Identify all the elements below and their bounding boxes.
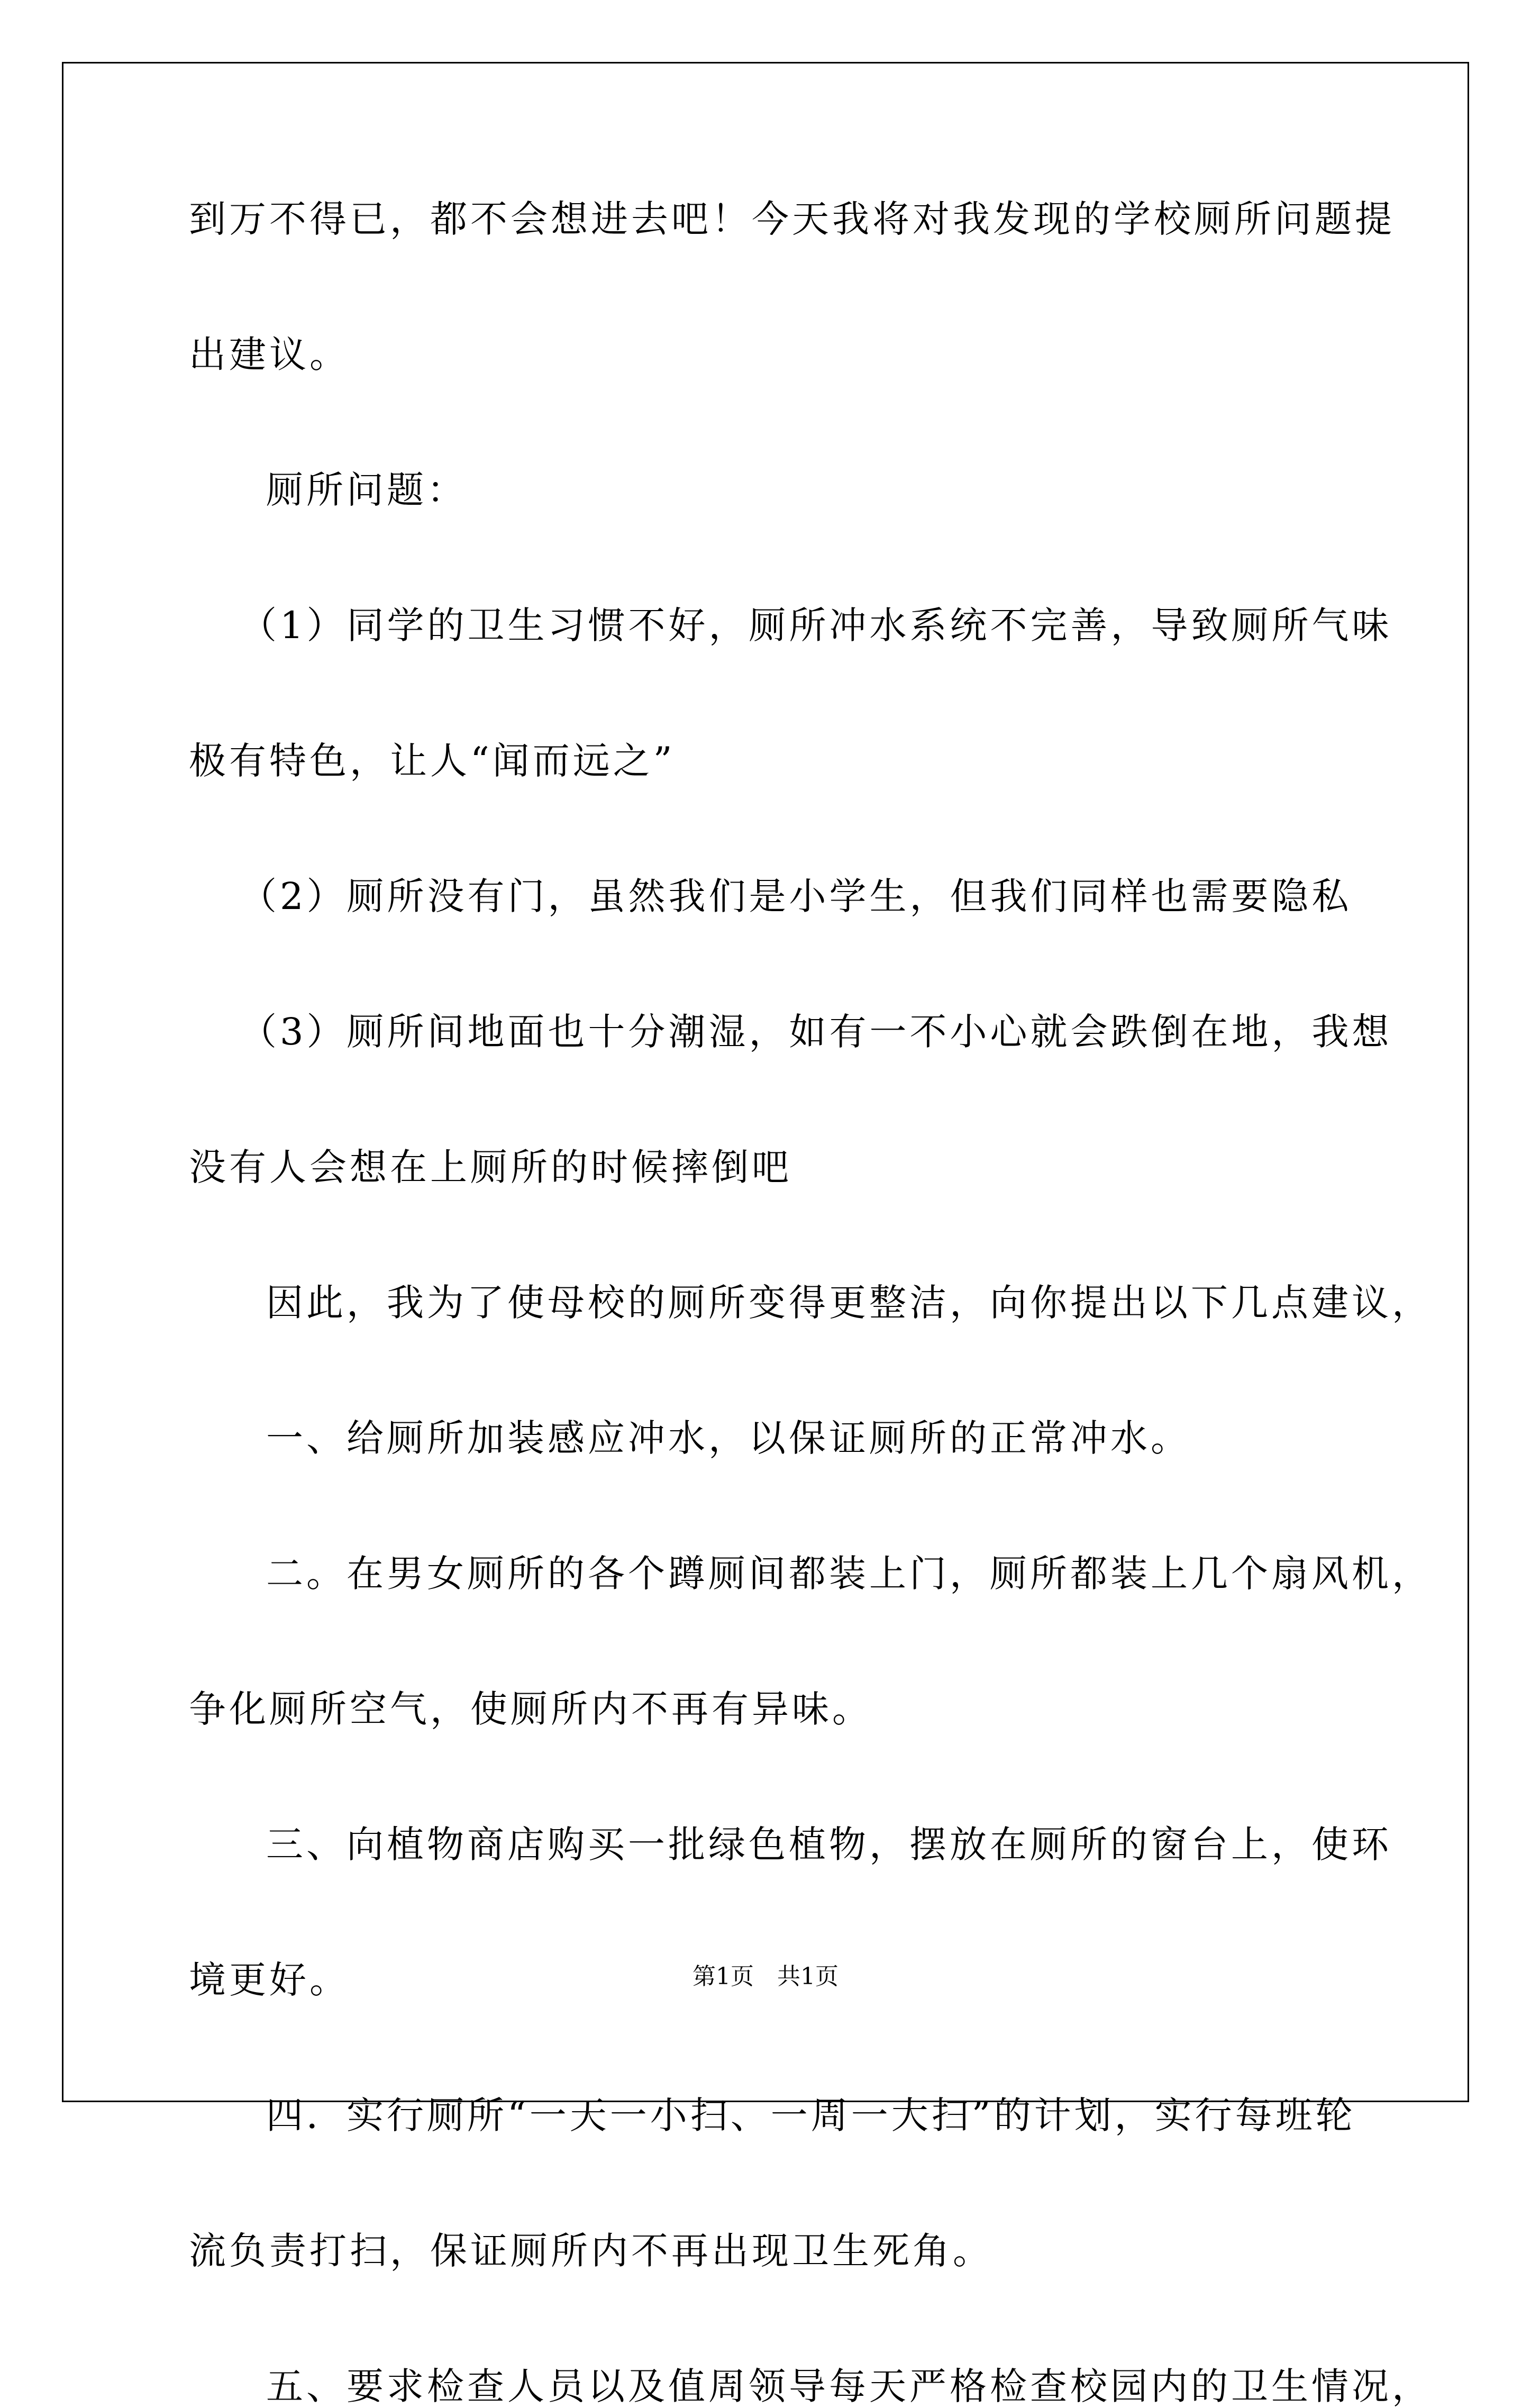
text-line-1: 到万不得已，都不会想进去吧！今天我将对我发现的学校厕所问题提: [189, 197, 1395, 241]
text-line-11: 二。在男女厕所的各个蹲厕间都装上门，厕所都装上几个扇风机，: [266, 1552, 1432, 1595]
text-line-6: （2）厕所没有门，虽然我们是小学生，但我们同样也需要隐私: [240, 875, 1352, 918]
text-line-15: 四．实行厕所“一天一小扫、一周一大扫”的计划，实行每班轮: [266, 2094, 1356, 2137]
text-line-13: 三、向植物商店购买一批绿色植物，摆放在厕所的窗台上，使环: [266, 1823, 1392, 1866]
text-line-5: 极有特色，让人“闻而远之”: [189, 739, 676, 783]
text-line-12: 争化厕所空气，使厕所内不再有异味。: [189, 1687, 872, 1731]
text-line-14: 境更好。: [189, 1958, 350, 2002]
text-line-7: （3）厕所间地面也十分潮湿，如有一不小心就会跌倒在地，我想: [240, 1010, 1392, 1053]
text-line-10: 一、给厕所加装感应冲水，以保证厕所的正常冲水。: [266, 1416, 1191, 1460]
page-number-footer: 第1页 共1页: [692, 1963, 839, 1990]
text-line-17: 五、要求检查人员以及值周领导每天严格检查校园内的卫生情况，: [266, 2365, 1432, 2408]
text-line-8: 没有人会想在上厕所的时候摔倒吧: [189, 1146, 792, 1189]
text-line-9: 因此，我为了使母校的厕所变得更整洁，向你提出以下几点建议，: [266, 1281, 1432, 1324]
text-line-16: 流负责打扫，保证厕所内不再出现卫生死角。: [189, 2229, 993, 2273]
document-body: [189, 197, 1432, 2408]
text-line-3: 厕所问题：: [266, 468, 467, 512]
text-line-4: （1）同学的卫生习惯不好，厕所冲水系统不完善，导致厕所气味: [240, 604, 1392, 647]
text-line-2: 出建议。: [189, 333, 350, 376]
